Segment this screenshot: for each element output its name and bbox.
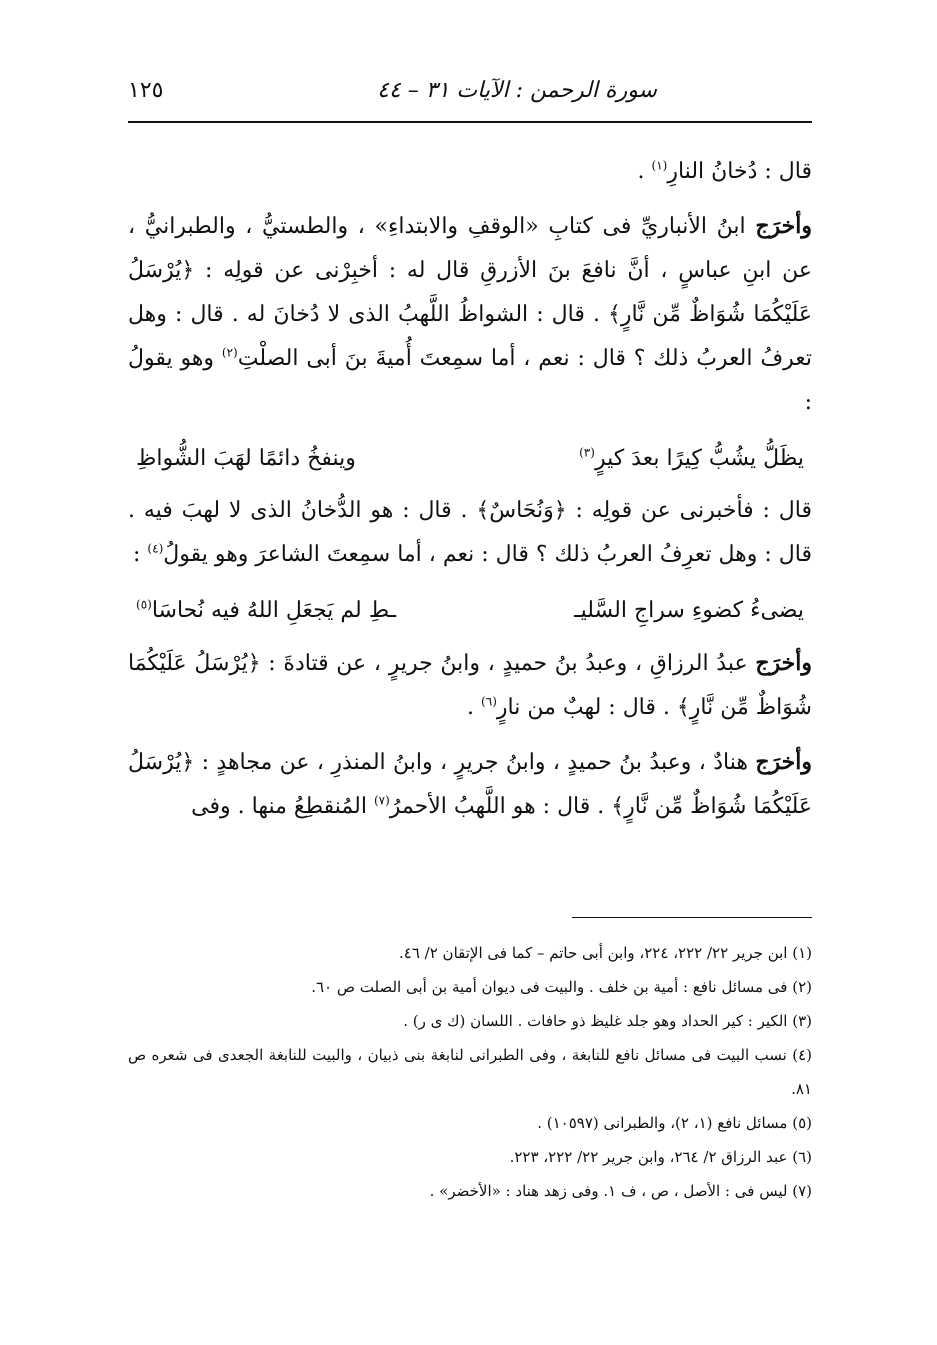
page-number: ١٢٥ [128, 78, 164, 103]
footnotes [128, 936, 812, 1208]
footnote-ref-3: (٣) [579, 445, 595, 460]
paragraph-5-lead: وأخرَج [755, 749, 812, 775]
verse-1-first-hemistich: يظَلُّ يشُبُّ كِيرًا بعدَ كيرٍ$^{(٣)}$ [579, 445, 804, 471]
page-header [128, 76, 812, 110]
footnote-2: (٢) فى مسائل نافع : أمية بن خلف . والبيت فى ديوان أمية بن أبى الصلت ص ٦٠. [311, 978, 812, 996]
paragraph-5-end: المُنقطِعُ منها . وفى [191, 794, 374, 819]
verse-2 [136, 589, 804, 633]
header-rule [128, 121, 812, 123]
footnote-ref-4: (٤) [147, 541, 164, 556]
paragraph-1 [128, 150, 812, 194]
footnote-6: (٦) عبد الرزاق ٢/ ٢٦٤، وابن جرير ٢٢/ ٢٢٢، ٢٢٣. [509, 1148, 812, 1166]
paragraph-4-end: . [467, 695, 482, 720]
paragraph-2-lead: وأخرَج [755, 213, 812, 239]
verse-2-second-hemistich: ـطِ لم يَجعَلِ اللهُ فيه نُحاسَا$^{(٥)}$ [136, 597, 397, 623]
paragraph-2 [128, 204, 812, 425]
verse-1 [136, 437, 804, 481]
verse-2-first-hemistich: يضىءُ كضوءِ سراجِ السَّليـ [574, 598, 804, 623]
footnote-ref-2: (٢) [221, 345, 238, 360]
running-title: سورة الرحمن : الآيات ٣١ – ٤٤ [377, 78, 657, 103]
footnote-ref-7: (٧) [373, 793, 390, 808]
footnote-rule [572, 917, 812, 918]
footnote-7: (٧) ليس فى : الأصل ، ص ، ف ١. وفى زهد هناد : «الأخضر» . [429, 1182, 812, 1200]
footnote-5: (٥) مسائل نافع (١، ٢)، والطبرانى (١٠٥٩٧) . [537, 1114, 812, 1132]
footnote-3: (٣) الكير : كير الحداد وهو جلد غليظ ذو حافات . اللسان (ك ى ر) . [403, 1012, 812, 1030]
footnote-ref-5: (٥) [136, 597, 152, 612]
footnote-ref-1: (١) [651, 158, 668, 173]
paragraph-1-end: . [637, 159, 652, 184]
paragraph-3 [128, 489, 812, 577]
paragraph-2-text: ابنُ الأنباريِّ فى كتابِ «الوقفِ والابتداءِ» ، والطستيُّ ، والطبرانيُّ ، عن ابنِ عباسٍ ، أنَّ نافعَ بنَ الأزرقِ قال له : أخبِرْنى عن قولِه : ﴿يُرْسَلُ عَلَيْكُمَا شُوَاظٌ مِّن نَّارٍ﴾ . قال : الشواظُ اللَّهبُ الذى لا دُخانَ له . قال : وهل تعرفُ العربُ ذلك ؟ قال : نعم ، أما سمِعتَ أُميةَ بنَ أبى الصلْتِ [128, 214, 812, 371]
paragraph-3-text: قال : فأخبرنى عن قولِه : ﴿وَنُحَاسٌ﴾ . قال : هو الدُّخانُ الذى لا لهبَ فيه . قال : وهل تعرِفُ العربُ ذلك ؟ قال : نعم ، أما سمِعتَ الشاعرَ وهو يقولُ [128, 498, 812, 567]
footnote-4: (٤) نسب البيت فى مسائل نافع للنابغة ، وفى الطبرانى لنابغة بنى ذبيان ، والبيت للنابغة الجعدى فى شعره ص ٨١. [128, 1046, 812, 1098]
paragraph-1-text: قال : دُخانُ النارِ [667, 159, 812, 184]
footnote-1: (١) ابن جرير ٢٢/ ٢٢٢، ٢٢٤، وابن أبى حاتم – كما فى الإتقان ٢/ ٤٦. [398, 944, 812, 962]
paragraph-2-end: وهو يقولُ : [128, 346, 812, 415]
main-text [128, 150, 812, 829]
paragraph-4-text: عبدُ الرزاقِ ، وعبدُ بنُ حميدٍ ، وابنُ جريرٍ ، عن قتادةَ : ﴿يُرْسَلُ عَلَيْكُمَا شُوَاظٌ مِّن نَّارٍ﴾ . قال : لهبٌ من نارٍ [128, 651, 812, 720]
verse-1-second-hemistich: وينفخُ دائمًا لهَبَ الشُّواظِ [136, 446, 356, 471]
paragraph-4 [128, 641, 812, 730]
paragraph-3-end: : [133, 542, 148, 567]
paragraph-5-text: هنادٌ ، وعبدُ بنُ حميدٍ ، وابنُ جريرٍ ، وابنُ المنذرِ ، عن مجاهدٍ : ﴿يُرْسَلُ عَلَيْكُمَا شُوَاظٌ مِّن نَّارٍ﴾ . قال : هو اللَّهبُ الأحمرُ [128, 750, 812, 819]
paragraph-4-lead: وأخرَج [755, 650, 812, 676]
paragraph-5 [128, 740, 812, 829]
footnote-ref-6: (٦) [481, 694, 497, 709]
